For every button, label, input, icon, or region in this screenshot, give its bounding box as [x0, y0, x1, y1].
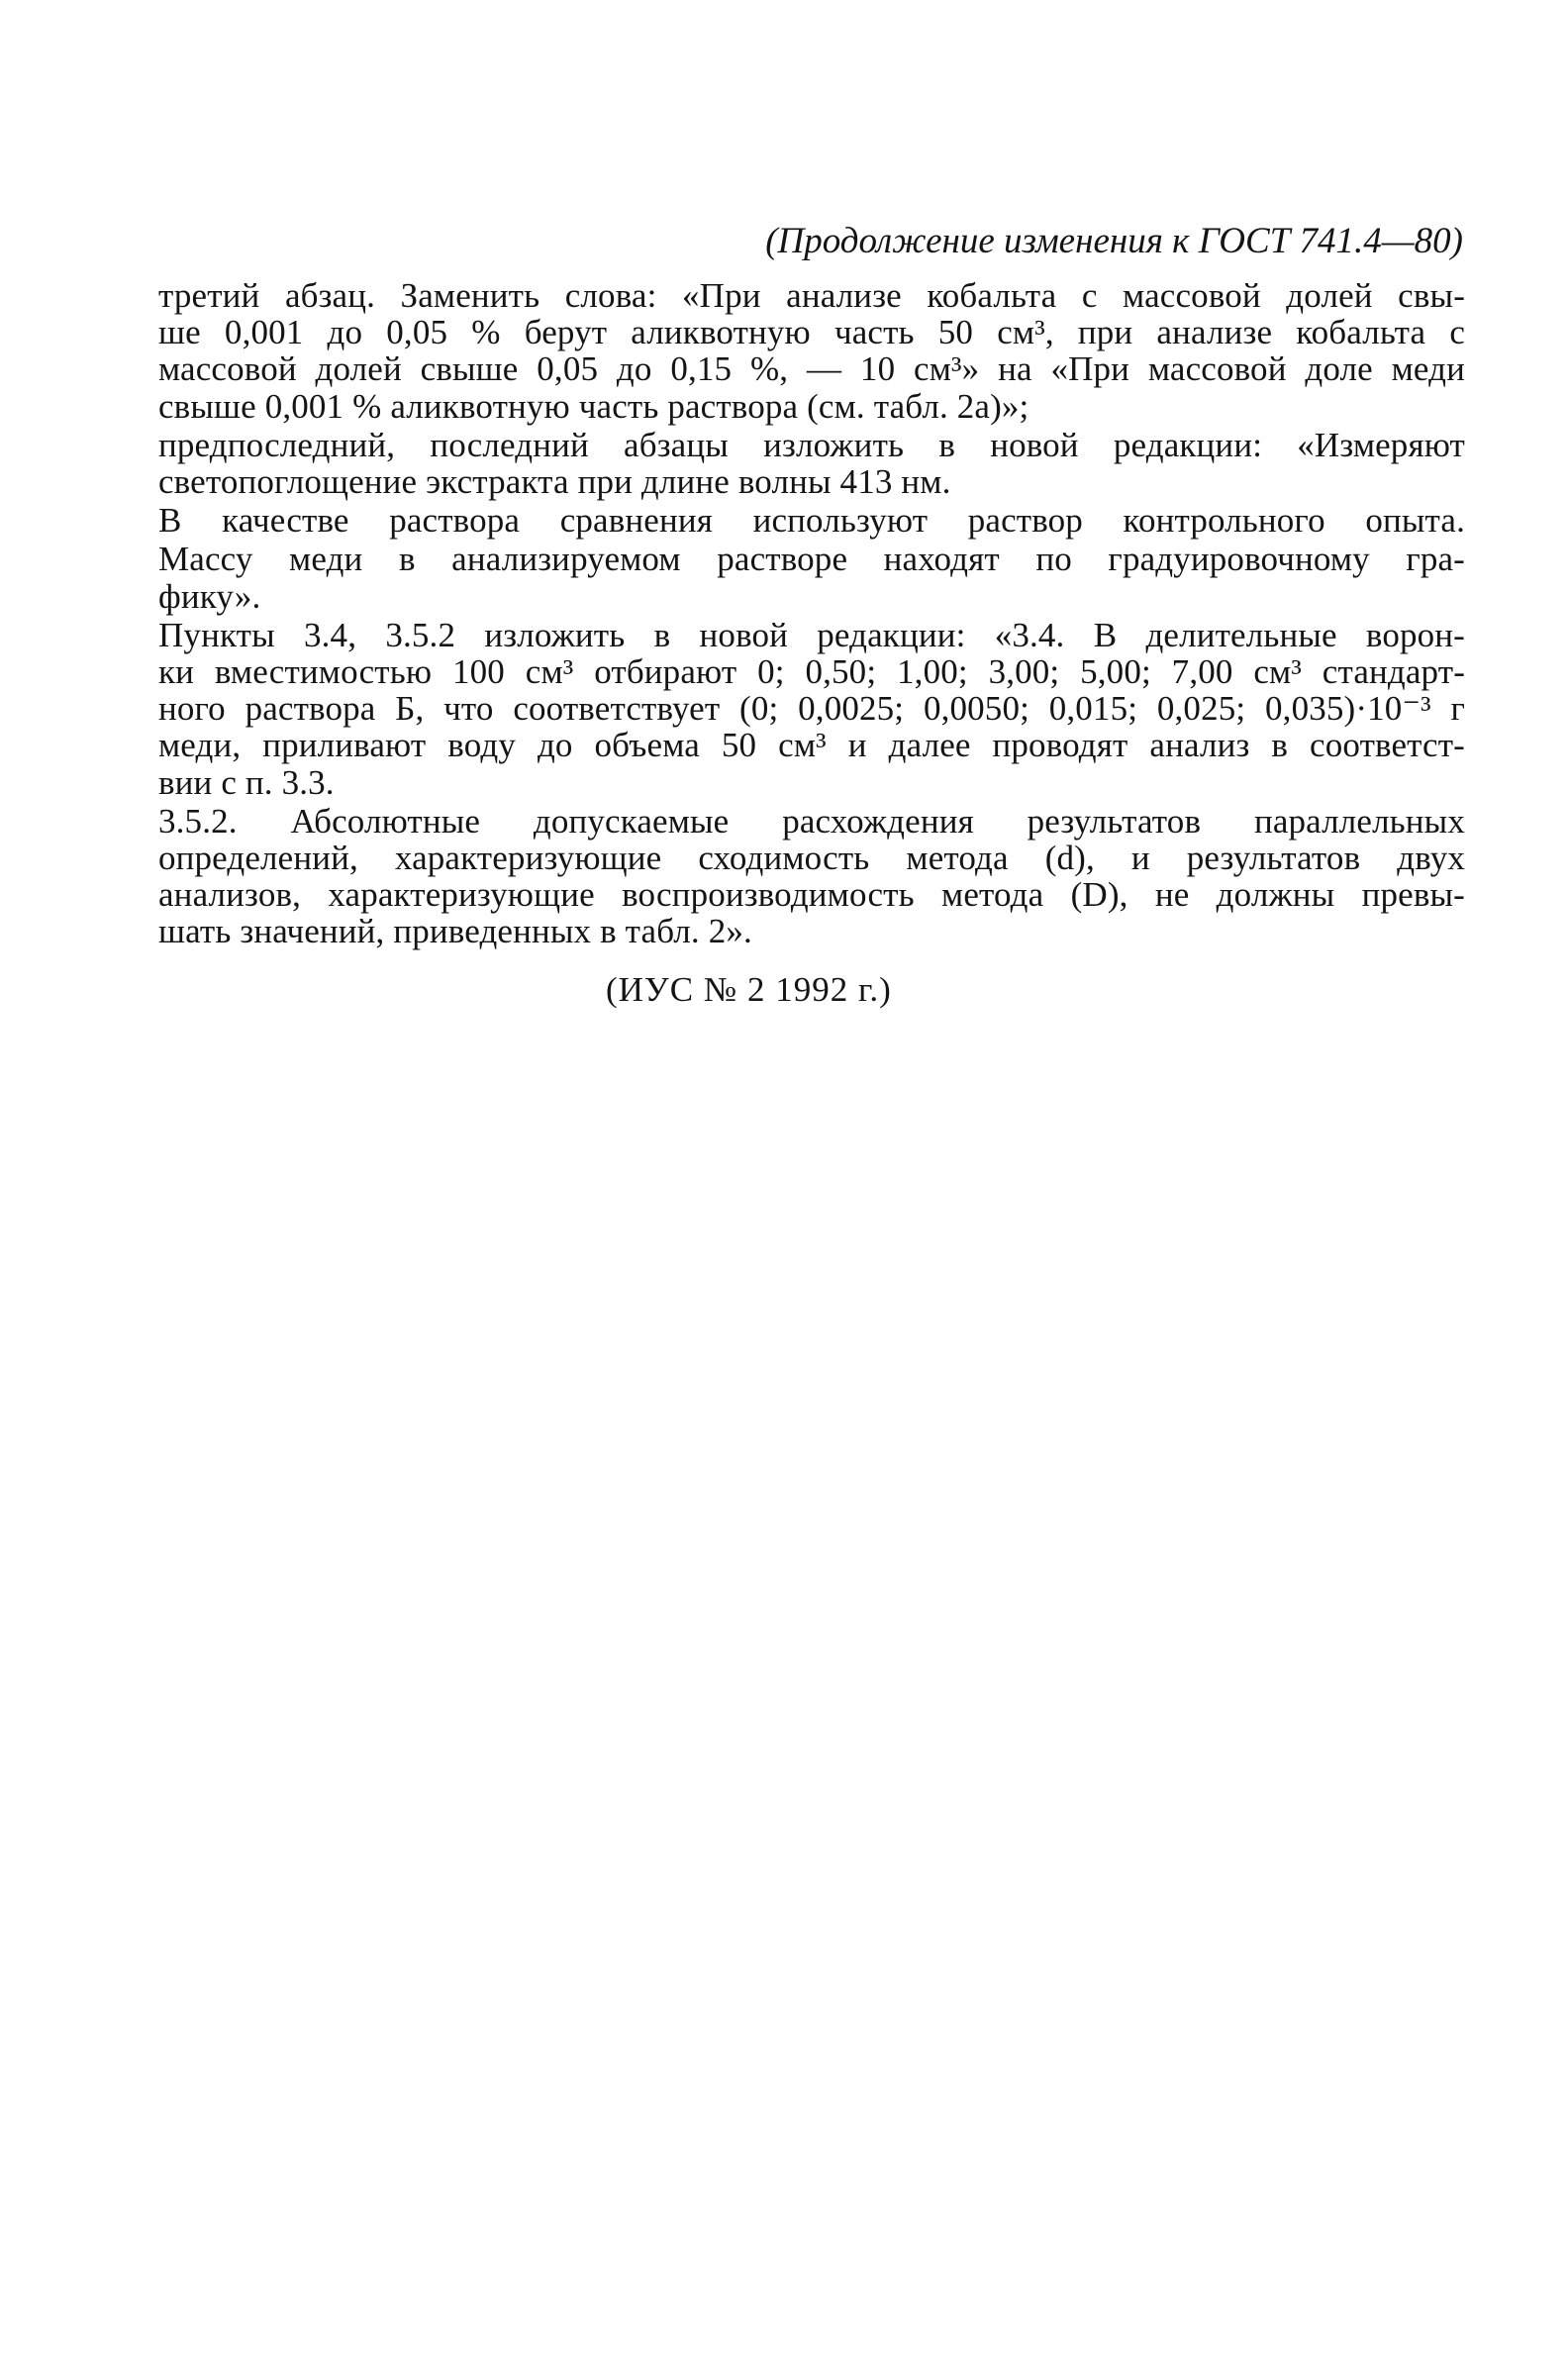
text-line: фику». — [158, 576, 261, 616]
document-page — [158, 220, 1465, 1010]
text-line: определений, характеризующие сходимость метода (d), и результатов двух — [158, 839, 1465, 878]
text-line: ше 0,001 до 0,05 % берут аликвотную часть 50 см³, при анализе кобальта с — [158, 313, 1465, 352]
paragraph-5 — [158, 617, 1465, 801]
text-line: свыше 0,001 % аликвотную часть раствора (см. табл. 2а)»; — [158, 386, 1029, 426]
paragraph-1 — [158, 277, 1465, 425]
paragraph-6 — [158, 803, 1465, 950]
text-line: вии с п. 3.3. — [158, 762, 335, 802]
text-line: массовой долей свыше 0,05 до 0,15 %, — 10 см³» на «При массовой доле меди — [158, 349, 1465, 389]
text-line: предпоследний, последний абзацы изложить в новой редакции: «Измеряют — [158, 425, 1465, 464]
paragraph-4 — [158, 541, 1465, 614]
paragraph-2 — [158, 427, 1465, 500]
text-line: Массу меди в анализируемом растворе находят по градуировочному гра- — [158, 540, 1465, 579]
text-line: ного раствора Б, что соответствует (0; 0,0025; 0,0050; 0,015; 0,025; 0,035)·10⁻³ г — [158, 689, 1465, 729]
text-line: анализов, характеризующие воспроизводимость метода (D), не должны превы- — [158, 875, 1465, 915]
text-line: светопоглощение экстракта при длине волны 413 нм. — [158, 462, 951, 502]
text-line: ки вместимостью 100 см³ отбирают 0; 0,50; 1,00; 3,00; 5,00; 7,00 см³ стандарт- — [158, 652, 1465, 692]
source-reference: (ИУС № 2 1992 г.) — [606, 969, 892, 1009]
text-line: В качестве раствора сравнения используют раствор контрольного опыта. — [158, 501, 1465, 541]
page-header: (Продолжение изменения к ГОСТ 741.4—80) — [765, 221, 1463, 261]
text-line: третий абзац. Заменить слова: «При анализе кобальта с массовой долей свы- — [158, 276, 1465, 315]
text-line: 3.5.2. Абсолютные допускаемые расхождения результатов параллельных — [158, 801, 1465, 841]
text-line: меди, приливают воду до объема 50 см³ и далее проводят анализ в соответст- — [158, 726, 1465, 765]
paragraph-3 — [158, 502, 1465, 539]
text-line: Пункты 3.4, 3.5.2 изложить в новой редакции: «3.4. В делительные ворон- — [158, 615, 1465, 654]
text-line: шать значений, приведенных в табл. 2». — [158, 912, 752, 951]
